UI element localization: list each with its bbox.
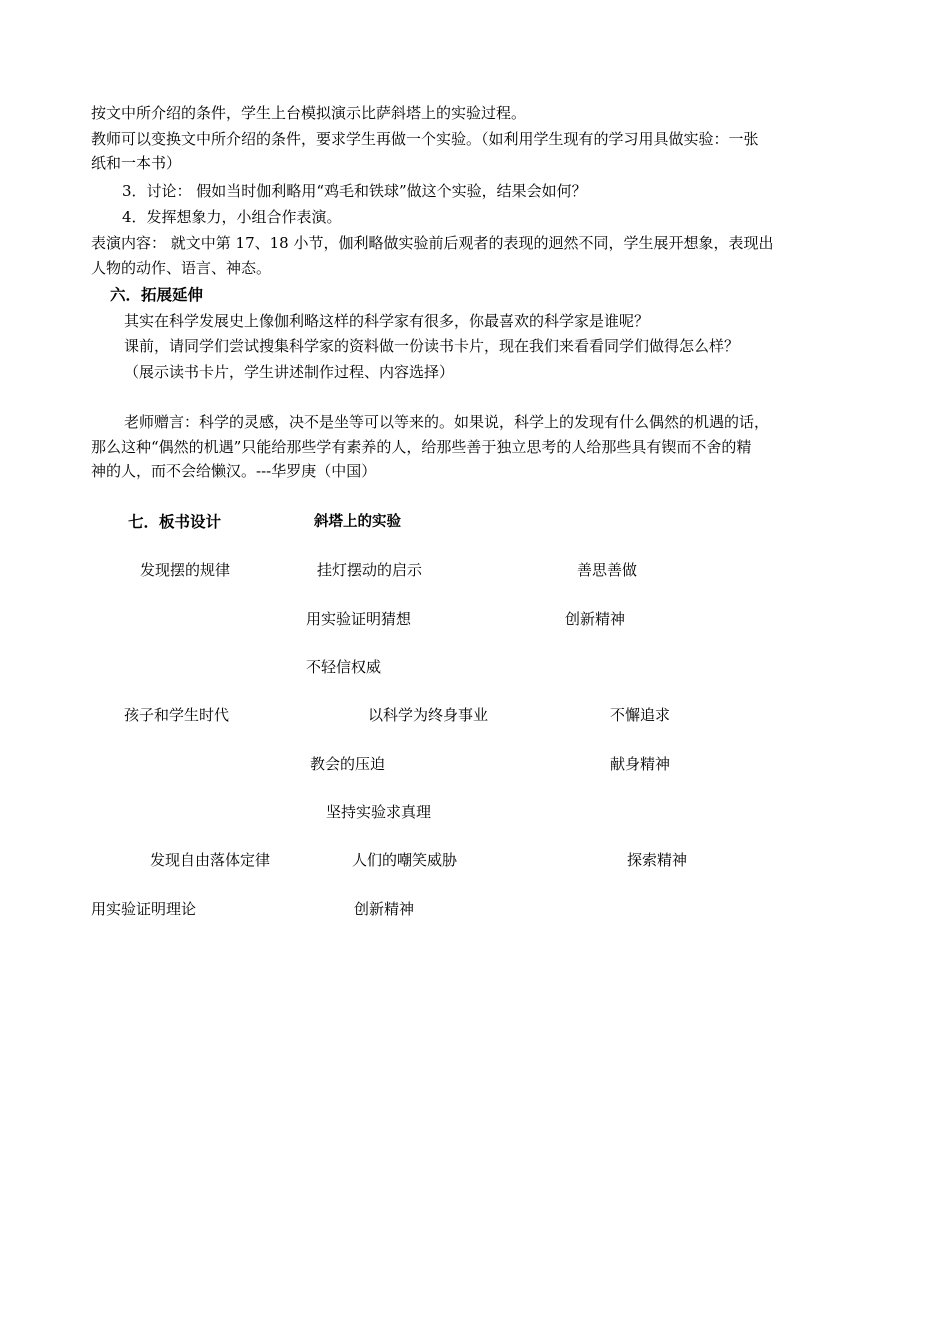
paragraph-performance-cont: 人物的动作、语言、神态。 <box>91 259 272 277</box>
board-item: 人们的嘲笑威胁 <box>352 851 458 869</box>
board-item: 善思善做 <box>577 561 638 579</box>
section7-heading: 七．板书设计 <box>128 513 222 531</box>
section6-line-2: 课前，请同学们尝试搜集科学家的资料做一份读书卡片，现在我们来看看同学们做得怎么样？ <box>124 337 740 355</box>
quote-line-3: 神的人，而不会给懒汉。---华罗庚（中国） <box>91 462 377 480</box>
quote-line-2: 那么这种“偶然的机遇”只能给那些学有素养的人，给那些善于独立思考的人给那些具有锲而不舍的精 <box>91 438 752 456</box>
paragraph-discussion: 3．讨论： 假如当时伽利略用“鸡毛和铁球”做这个实验，结果会如何？ <box>122 182 587 200</box>
board-item: 用实验证明猜想 <box>306 610 412 628</box>
section6-heading: 六．拓展延伸 <box>110 286 204 304</box>
board-item: 不懈追求 <box>610 706 671 724</box>
board-item: 孩子和学生时代 <box>124 706 230 724</box>
quote-line-1: 老师赠言：科学的灵感，决不是坐等可以等来的。如果说，科学上的发现有什么偶然的机遇的话， <box>124 413 770 431</box>
paragraph-imagination: 4．发挥想象力，小组合作表演。 <box>122 208 342 226</box>
board-item: 发现自由落体定律 <box>150 851 271 869</box>
board-item: 以科学为终身事业 <box>368 706 489 724</box>
board-item: 创新精神 <box>354 900 415 918</box>
board-item: 探索精神 <box>627 851 688 869</box>
section6-line-1: 其实在科学发展史上像伽利略这样的科学家有很多，你最喜欢的科学家是谁呢？ <box>124 312 650 330</box>
board-item: 教会的压迫 <box>310 755 386 773</box>
board-item: 发现摆的规律 <box>140 561 231 579</box>
board-item: 不轻信权威 <box>306 658 382 676</box>
board-title: 斜塔上的实验 <box>314 514 401 530</box>
paragraph-teacher-variation-cont: 纸和一本书） <box>91 154 182 172</box>
board-item: 用实验证明理论 <box>91 900 197 918</box>
board-item: 创新精神 <box>565 610 626 628</box>
paragraph-performance: 表演内容： 就文中第 17、18 小节，伽利略做实验前后观者的表现的迥然不同，学生展开想象，表现出 <box>91 234 774 252</box>
board-item: 献身精神 <box>610 755 671 773</box>
section6-line-3: （展示读书卡片，学生讲述制作过程、内容选择） <box>124 363 455 381</box>
paragraph-demo: 按文中所介绍的条件，学生上台模拟演示比萨斜塔上的实验过程。 <box>91 104 527 122</box>
board-item: 挂灯摆动的启示 <box>317 561 423 579</box>
paragraph-teacher-variation: 教师可以变换文中所介绍的条件，要求学生再做一个实验。（如利用学生现有的学习用具做实验：一张 <box>91 130 759 148</box>
board-item: 坚持实验求真理 <box>326 803 432 821</box>
